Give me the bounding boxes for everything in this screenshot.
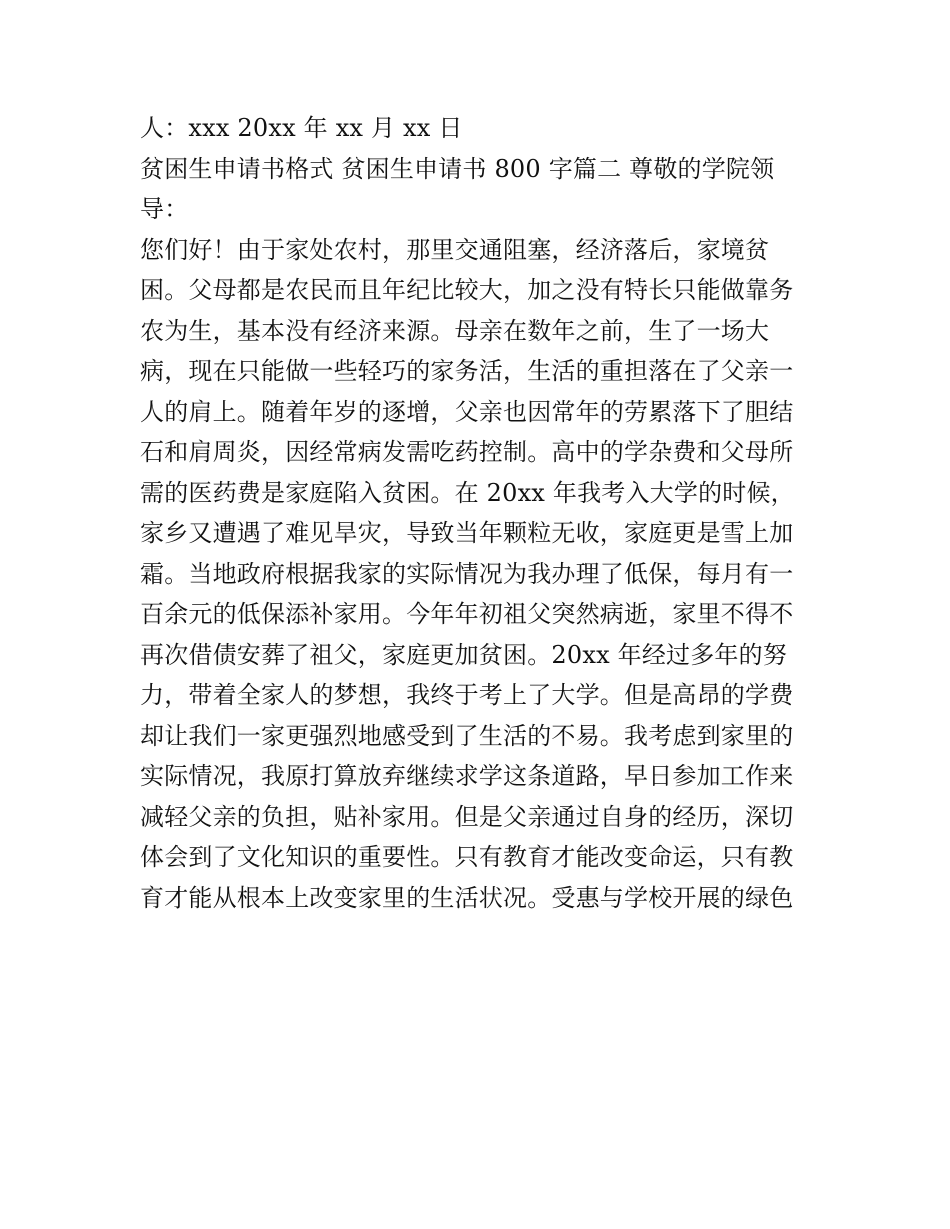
text-line: 您们好！由于家处农村，那里交通阻塞，经济落后，家境贫 xyxy=(140,235,770,264)
text-line: 困。父母都是农民而且年纪比较大，加之没有特长只能做靠务 xyxy=(140,276,794,304)
document-body xyxy=(140,108,830,918)
text-line: 霜。当地政府根据我家的实际情况为我办理了低保，每月有一 xyxy=(140,559,794,588)
text-line: 体会到了文化知识的重要性。只有教育才能改变命运，只有教 xyxy=(140,843,794,871)
text-line: 贫困生申请书格式 贫困生申请书 800 字篇二 尊敬的学院领 xyxy=(140,154,775,183)
text-line: 人：xxx 20xx 年 xx 月 xx 日 xyxy=(140,114,463,142)
text-line: 石和肩周炎，因经常病发需吃药控制。高中的学杂费和父母所 xyxy=(140,438,794,466)
text-line: 减轻父亲的负担，贴补家用。但是父亲通过自身的经历，深切 xyxy=(140,802,794,831)
text-line: 实际情况，我原打算放弃继续求学这条道路，早日参加工作来 xyxy=(140,762,794,790)
text-line: 育才能从根本上改变家里的生活状况。受惠与学校开展的绿色 xyxy=(140,883,794,912)
text-line: 再次借债安葬了祖父，家庭更加贫困。20xx 年经过多年的努 xyxy=(140,640,788,669)
text-line: 病，现在只能做一些轻巧的家务活，生活的重担落在了父亲一 xyxy=(140,357,794,385)
text-line: 需的医药费是家庭陷入贫困。在 20xx 年我考入大学的时候， xyxy=(140,478,795,507)
text-line: 却让我们一家更强烈地感受到了生活的不易。我考虑到家里的 xyxy=(140,721,794,750)
text-line: 农为生，基本没有经济来源。母亲在数年之前，生了一场大 xyxy=(140,316,770,345)
text-line: 家乡又遭遇了难见旱灾，导致当年颗粒无收，家庭更是雪上加 xyxy=(140,519,794,547)
text-line: 人的肩上。随着年岁的逐增，父亲也因常年的劳累落下了胆结 xyxy=(140,397,794,426)
text-line: 百余元的低保添补家用。今年年初祖父突然病逝，家里不得不 xyxy=(140,600,794,628)
text-line: 力，带着全家人的梦想，我终于考上了大学。但是高昂的学费 xyxy=(140,681,794,709)
text-line: 导： xyxy=(140,195,189,223)
